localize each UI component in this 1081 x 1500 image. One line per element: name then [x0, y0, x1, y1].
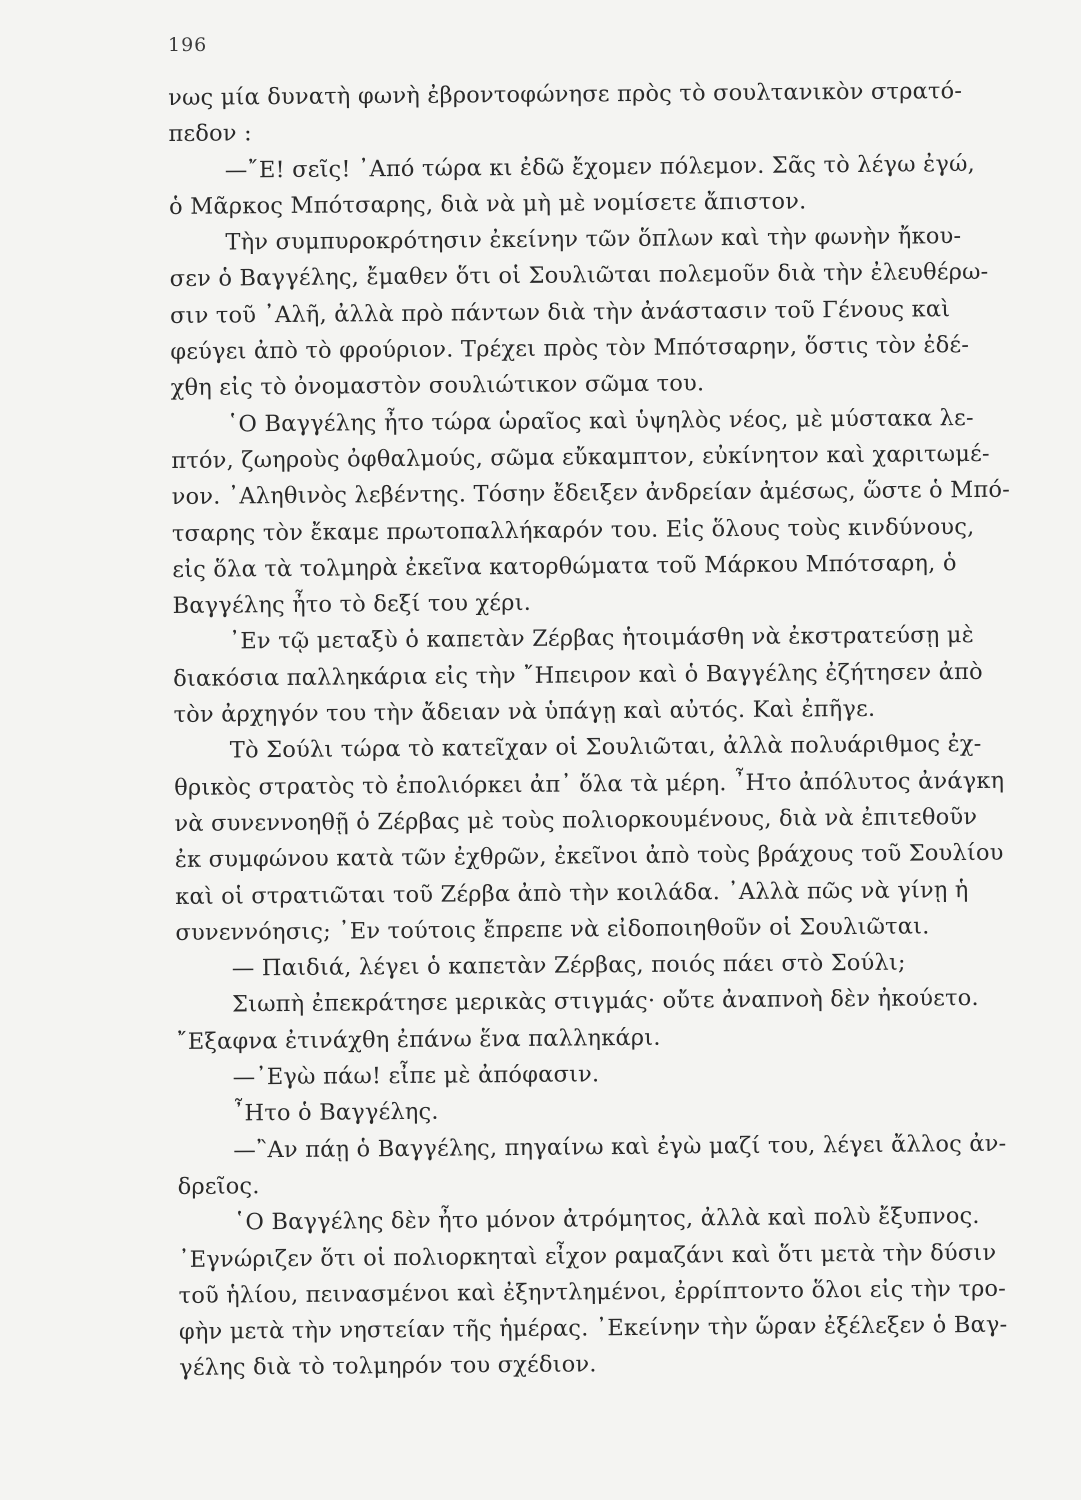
text-line: φὴν μετὰ τὴν νηστείαν τῆς ἡμέρας. ᾿Εκείνην τὴν ὥραν ἐξέλεξεν ὁ Βαγ-: [178, 1311, 1008, 1346]
text-line: δρεῖος.: [177, 1173, 260, 1200]
text-line: χθη εἰς τὸ ὀνομαστὸν σουλιώτικον σῶμα του.: [170, 370, 705, 402]
text-line: ἐκ συμφώνου κατὰ τῶν ἐχθρῶν, ἐκεῖνοι ἀπὸ τοὺς βράχους τοῦ Σουλίου: [174, 839, 1004, 874]
text-line: τσαρης τὸν ἔκαμε πρωτοπαλλήκαρόν του. Εἰς ὅλους τοὺς κινδύνους,: [171, 513, 975, 547]
text-line: διακόσια παλληκάρια εἰς τὴν ῎Ηπειρον καὶ ὁ Βαγγέλης ἐζήτησεν ἀπὸ: [173, 658, 983, 692]
text-line: καὶ οἱ στρατιῶται τοῦ Ζέρβα ἀπὸ τὴν κοιλάδα. ᾿Αλλὰ πῶς νὰ γίνῃ ἡ: [175, 876, 969, 910]
text-line: φεύγει ἀπὸ τὸ φρούριον. Τρέχει πρὸς τὸν Μπότσαρην, ὅστις τὸν ἐδέ-: [170, 332, 970, 366]
text-line: γέλης διὰ τὸ τολμηρόν του σχέδιον.: [179, 1351, 597, 1382]
text-line: —᾿Εγὼ πάω! εἶπε μὲ ἀπόφασιν.: [232, 1061, 600, 1091]
text-line: σεν ὁ Βαγγέλης, ἔμαθεν ὅτι οἱ Σουλιῶται πολεμοῦν διὰ τὴν ἐλευθέρω-: [169, 259, 989, 293]
text-line: θρικὸς στρατὸς τὸ ἐπολιόρκει ἀπ᾿ ὅλα τὰ μέρη. ῏Ητο ἀπόλυτος ἀνάγκη: [174, 767, 1005, 801]
text-line: ῾Ο Βαγγέλης ἦτο τώρα ὡραῖος καὶ ὑψηλὸς νέος, μὲ μύστακα λε-: [226, 404, 974, 438]
text-line: —῎Ε! σεῖς! ᾿Από τώρα κι ἐδῶ ἔχομεν πόλεμον. Σᾶς τὸ λέγω ἐγώ,: [224, 150, 976, 184]
text-line: Σιωπὴ ἐπεκράτησε μερικὰς στιγμάς· οὔτε ἀναπνοὴ δὲν ἠκούετο.: [231, 985, 979, 1018]
text-line: Τὸ Σούλι τώρα τὸ κατεῖχαν οἱ Σουλιῶται, ἀλλὰ πολυάριθμος ἐχ-: [229, 731, 982, 764]
text-line: ᾿Εν τῷ μεταξὺ ὁ καπετὰν Ζέρβας ἡτοιμάσθη νὰ ἐκστρατεύσῃ μὲ: [228, 622, 975, 655]
text-line: συνεννόησις; ᾿Εν τούτοις ἔπρεπε νὰ εἰδοποιηθοῦν οἱ Σουλιῶται.: [175, 913, 930, 946]
text-line: — Παιδιά, λέγει ὁ καπετὰν Ζέρβας, ποιός πάει στὸ Σούλι;: [231, 949, 906, 982]
text-line: ῎Εξαφνα ἐτινάχθη ἐπάνω ἕνα παλληκάρι.: [176, 1024, 661, 1055]
text-line: Τὴν συμπυροκρότησιν ἐκείνην τῶν ὅπλων καὶ τὴν φωνὴν ἤκου-: [225, 223, 962, 256]
text-line: σιν τοῦ ᾿Αλῆ, ἀλλὰ πρὸ πάντων διὰ τὴν ἀνάστασιν τοῦ Γένους καὶ: [169, 295, 951, 329]
text-line: τὸν ἀρχηγόν του τὴν ἄδειαν νὰ ὑπάγῃ καὶ αὐτός. Καὶ ἐπῆγε.: [173, 695, 876, 729]
page-number: 196: [168, 34, 208, 56]
text-line: ῾Ο Βαγγέλης δὲν ἦτο μόνον ἀτρόμητος, ἀλλὰ καὶ πολὺ ἔξυπνος.: [233, 1203, 980, 1236]
text-line: πτόν, ζωηροὺς ὀφθαλμούς, σῶμα εὔκαμπτον, εὐκίνητον καὶ χαριτωμέ-: [171, 440, 990, 474]
text-line: —῍Αν πάῃ ὁ Βαγγέλης, πηγαίνω καὶ ἐγὼ μαζί του, λέγει ἄλλος ἀν-: [233, 1130, 1007, 1164]
text-line: νὰ συνεννοηθῇ ὁ Ζέρβας μὲ τοὺς πολιορκουμένους, διὰ νὰ ἐπιτεθοῦν: [174, 803, 978, 837]
text-line: νον. ᾿Αληθινὸς λεβέντης. Τόσην ἔδειξεν ἀνδρείαν ἀμέσως, ὥστε ὁ Μπό-: [171, 476, 1011, 511]
text-line: νως μία δυνατὴ φωνὴ ἐβροντοφώνησε πρὸς τὸ σουλτανικὸν στρατό-: [168, 78, 963, 111]
text-line: εἰς ὅλα τὰ τολμηρὰ ἐκεῖνα κατορθώματα τοῦ Μάρκου Μπότσαρη, ὁ: [172, 549, 957, 583]
body-text: [168, 72, 1059, 1386]
text-line: πεδον :: [168, 120, 252, 148]
text-line: τοῦ ἡλίου, πεινασμένοι καὶ ἐξηντλημένοι, ἐρρίπτοντο ὅλοι εἰς τὴν τρο-: [178, 1275, 1007, 1309]
text-line: ῏Ητο ὁ Βαγγέλης.: [232, 1098, 439, 1127]
text-line: ᾿Εγνώριζεν ὅτι οἱ πολιορκηταὶ εἶχον ραμαζάνι καὶ ὅτι μετὰ τὴν δύσιν: [178, 1239, 997, 1273]
text-line: Βαγγέλης ἦτο τὸ δεξί του χέρι.: [172, 590, 532, 620]
text-line: ὁ Μᾶρκος Μπότσαρης, διὰ νὰ μὴ μὲ νομίσετε ἄπιστον.: [168, 188, 807, 220]
